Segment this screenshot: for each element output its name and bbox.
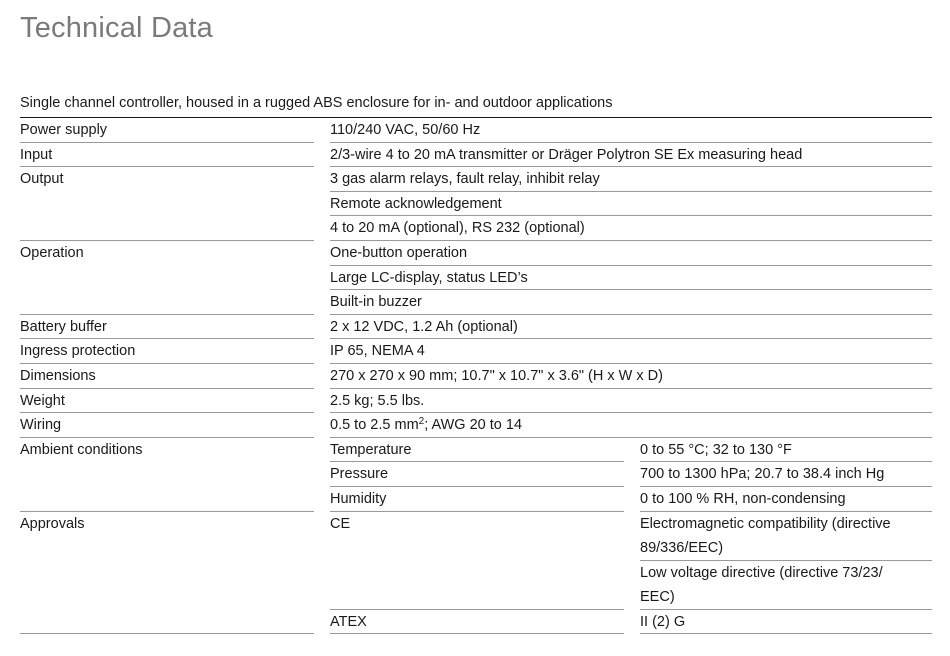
sub-label: Temperature (330, 438, 624, 463)
wiring-superscript: 2 (418, 416, 425, 428)
row-label: Weight (20, 389, 314, 414)
sub-value: 0 to 55 °C; 32 to 130 °F (640, 438, 932, 463)
table-row (20, 438, 932, 512)
row-value: Remote acknowledgement (330, 192, 932, 217)
table-row (20, 143, 932, 168)
sub-label: Humidity (330, 487, 624, 512)
table-row (20, 413, 932, 438)
row-value: IP 65, NEMA 4 (330, 339, 932, 364)
row-value: 3 gas alarm relays, fault relay, inhibit relay (330, 167, 932, 192)
row-label: Power supply (20, 118, 314, 143)
table-row (20, 339, 932, 364)
row-label: Approvals (20, 515, 85, 532)
wiring-value-part: 0.5 to 2.5 mm (330, 417, 419, 434)
sub-value: Low voltage directive (directive 73/23/ (640, 564, 883, 581)
table-row (20, 167, 932, 241)
table-row (20, 364, 932, 389)
row-label: Output (20, 171, 64, 188)
row-value: Built-in buzzer (330, 290, 932, 315)
sub-label: CE (330, 515, 351, 532)
sub-value: 0 to 100 % RH, non-condensing (640, 487, 932, 512)
sub-value: EEC) (640, 585, 932, 610)
row-label: Ambient conditions (20, 441, 143, 458)
row-value: 2.5 kg; 5.5 lbs. (330, 389, 932, 414)
wiring-value-part: ; AWG 20 to 14 (424, 417, 523, 434)
row-value: 4 to 20 mA (optional), RS 232 (optional) (330, 216, 932, 241)
row-value (330, 413, 932, 438)
intro-text: Single channel controller, housed in a rugged ABS enclosure for in- and outdoor applications (20, 95, 613, 111)
sub-label: Pressure (330, 462, 624, 487)
sub-value: Electromagnetic compatibility (directive (640, 515, 891, 532)
sub-value: 89/336/EEC) (640, 536, 932, 561)
sub-label: ATEX (330, 610, 624, 635)
row-value: 110/240 VAC, 50/60 Hz (330, 118, 932, 143)
row-label: Wiring (20, 413, 314, 438)
table-row (20, 241, 932, 315)
row-value: 2 x 12 VDC, 1.2 Ah (optional) (330, 315, 932, 340)
sub-value: II (2) G (640, 610, 932, 635)
row-value: Large LC-display, status LED’s (330, 266, 932, 291)
row-label: Battery buffer (20, 315, 314, 340)
technical-data-table (20, 118, 932, 634)
table-row (20, 315, 932, 340)
row-value: 2/3-wire 4 to 20 mA transmitter or Dräger Polytron SE Ex measuring head (330, 143, 932, 168)
row-label: Dimensions (20, 364, 314, 389)
table-row (20, 389, 932, 414)
row-label: Operation (20, 244, 84, 261)
row-value: One-button operation (330, 241, 932, 266)
page-title: Technical Data (20, 12, 214, 44)
row-value: 270 x 270 x 90 mm; 10.7" x 10.7" x 3.6" (H x W x D) (330, 364, 932, 389)
sub-value: 700 to 1300 hPa; 20.7 to 38.4 inch Hg (640, 462, 932, 487)
table-row (20, 512, 932, 635)
row-label: Ingress protection (20, 339, 314, 364)
table-row (20, 118, 932, 143)
row-label: Input (20, 143, 314, 168)
